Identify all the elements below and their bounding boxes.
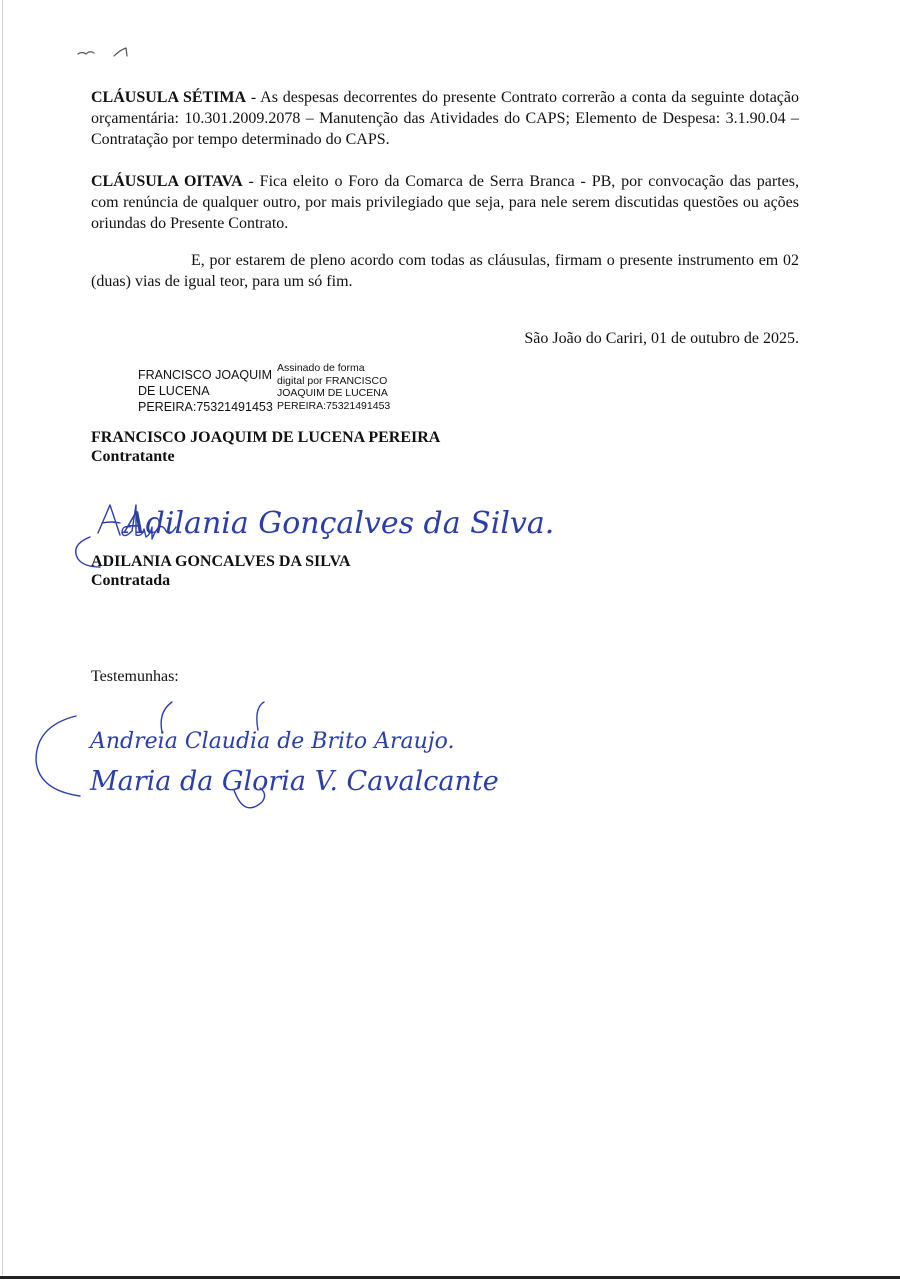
clause-seventh-heading: CLÁUSULA SÉTIMA — [91, 89, 247, 106]
scan-edge-line — [2, 0, 3, 1275]
contractor-role: Contratante — [91, 448, 175, 465]
witnesses-handwritten-signatures — [34, 694, 504, 824]
contracted-signature-text: Adilania Gonçalves da Silva. — [124, 506, 555, 541]
clause-seventh-text: - As despesas decorrentes do presente Contrato correrão a conta da seguinte dotação orçamentária: 10.301.2009.2078 – Manutenção das Atividades do CAPS; Elemento de Despesa: 3.1.90.04 – Contratação por tempo determinado do CAPS. — [91, 89, 800, 148]
scan-mark-top — [76, 44, 136, 62]
digital-signature-name — [138, 367, 278, 415]
digital-signature-line: FRANCISCO JOAQUIM — [138, 368, 273, 382]
digital-signature-note-line: Assinado de forma — [277, 362, 365, 374]
clause-eighth-heading: CLÁUSULA OITAVA — [91, 173, 243, 190]
clause-eighth — [91, 171, 799, 234]
digital-signature-line: PEREIRA:75321491453 — [138, 400, 273, 414]
digital-signature-line: DE LUCENA — [138, 384, 210, 398]
contracted-name: ADILANIA GONCALVES DA SILVA — [91, 553, 351, 570]
witness-signature-1: Andreia Claudia de Brito Araujo. — [90, 729, 455, 754]
scan-bottom-edge — [0, 1276, 900, 1279]
closing-paragraph: E, por estarem de pleno acordo com todas as cláusulas, firmam o presente instrumento em 02 (duas) vias de igual teor, para um só fim. — [91, 252, 799, 290]
clause-eighth-text: - Fica eleito o Foro da Comarca de Serra Branca - PB, por convocação das partes, com renúncia de qualquer outro, por mais privilegiado que seja, para nele serem discutidas questões ou ações oriundas do Presente Contrato. — [91, 173, 800, 232]
witness-signature-2: Maria da Gloria V. Cavalcante — [90, 766, 499, 797]
contracted-role: Contratada — [91, 572, 171, 589]
digital-signature-note — [277, 362, 407, 412]
contractor-name: FRANCISCO JOAQUIM DE LUCENA PEREIRA — [91, 429, 441, 446]
digital-signature-note-line: JOAQUIM DE LUCENA — [277, 387, 388, 400]
digital-signature-note-line: digital por FRANCISCO — [277, 374, 388, 387]
clause-seventh — [91, 87, 799, 150]
witnesses-label: Testemunhas: — [91, 668, 179, 685]
digital-signature-note-line: PEREIRA:75321491453 — [277, 399, 391, 412]
date-line: São João do Cariri, 01 de outubro de 2025. — [524, 330, 799, 347]
